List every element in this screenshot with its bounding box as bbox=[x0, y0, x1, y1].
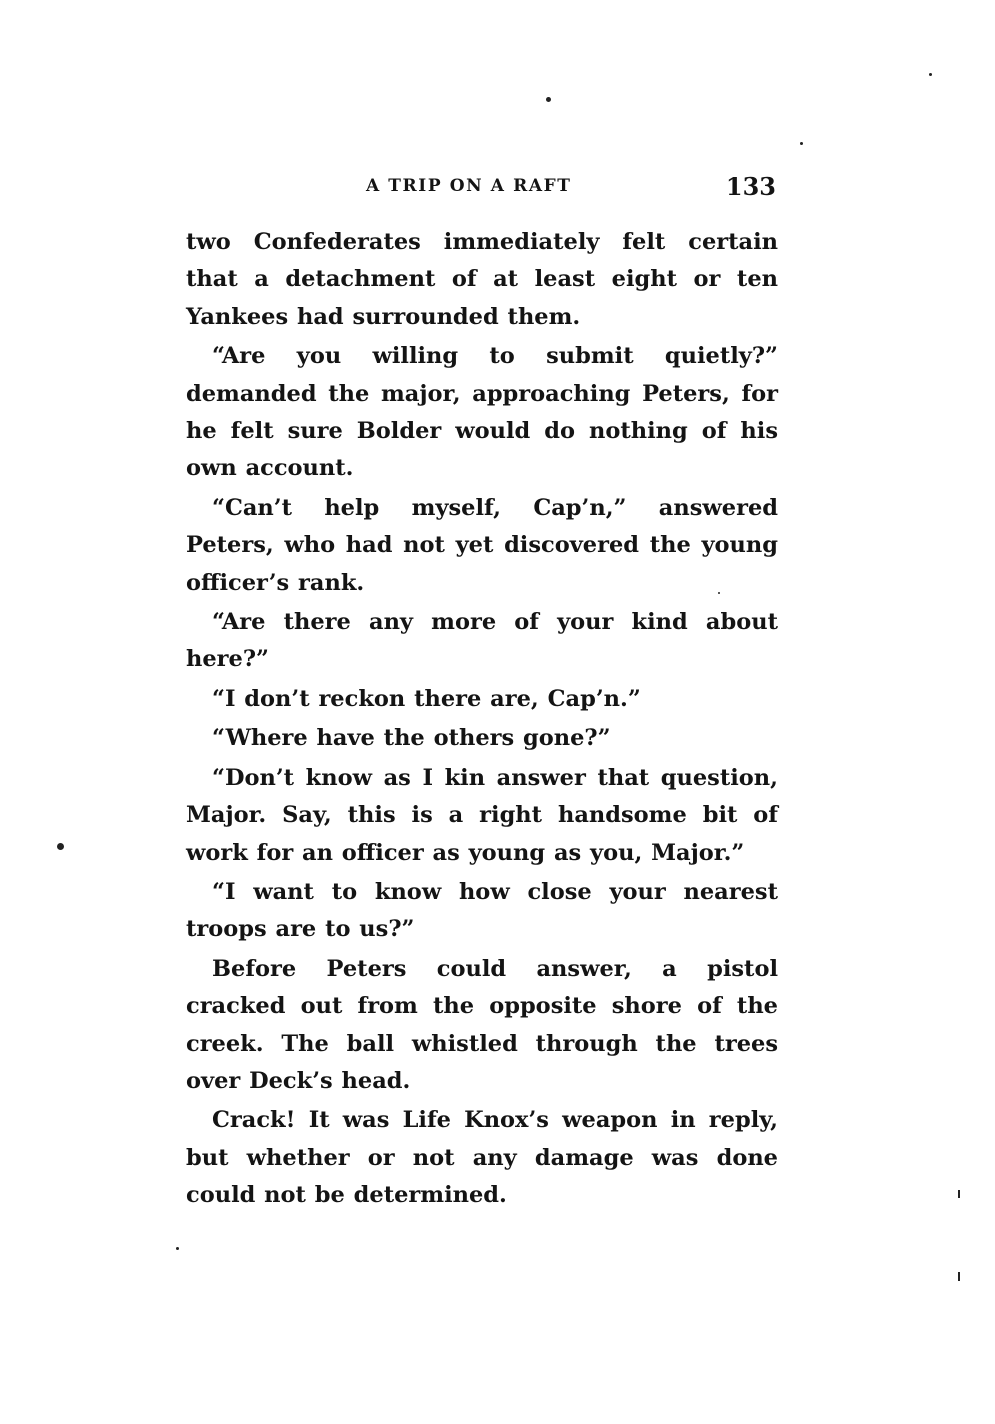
paragraph: “Where have the others gone?” bbox=[212, 725, 611, 752]
scan-speck bbox=[176, 1247, 179, 1250]
scan-speck bbox=[800, 142, 803, 145]
scan-speck bbox=[958, 1190, 960, 1198]
paragraph: “Are there any more of your kind about here?” bbox=[186, 609, 778, 673]
paragraph: Before Peters could answer, a pistol cracked out from the opposite shore of the creek. The ball whistled through the trees over Deck’s head. bbox=[186, 955, 778, 1094]
scan-speck bbox=[929, 73, 932, 76]
scan-speck bbox=[546, 97, 551, 102]
scan-speck bbox=[718, 592, 720, 594]
scan-speck bbox=[57, 843, 64, 850]
running-head bbox=[186, 172, 778, 202]
paragraph: two Confederates immediately felt certain that a detachment of at least eight or ten Yankees had surrounded them. bbox=[186, 229, 778, 330]
page-number: 133 bbox=[725, 172, 776, 201]
paragraph: “Can’t help myself, Cap’n,” answered Peters, who had not yet discovered the young officer’s rank. bbox=[186, 494, 778, 596]
paragraph: “I don’t reckon there are, Cap’n.” bbox=[212, 685, 641, 712]
body-text bbox=[186, 224, 778, 1217]
running-title: A TRIP ON A RAFT bbox=[366, 176, 572, 196]
paragraph: “Don’t know as I kin answer that question, Major. Say, this is a right handsome bit of work for an officer as young as you, Major.” bbox=[186, 764, 778, 866]
paragraph: Crack! It was Life Knox’s weapon in reply, but whether or not any damage was done could not be determined. bbox=[186, 1107, 778, 1209]
paragraph: “I want to know how close your nearest troops are to us?” bbox=[186, 878, 778, 943]
scan-speck bbox=[958, 1272, 960, 1281]
paragraph: “Are you willing to submit quietly?” demanded the major, approaching Peters, for he felt sure Bolder would do nothing of his own account. bbox=[186, 343, 778, 482]
